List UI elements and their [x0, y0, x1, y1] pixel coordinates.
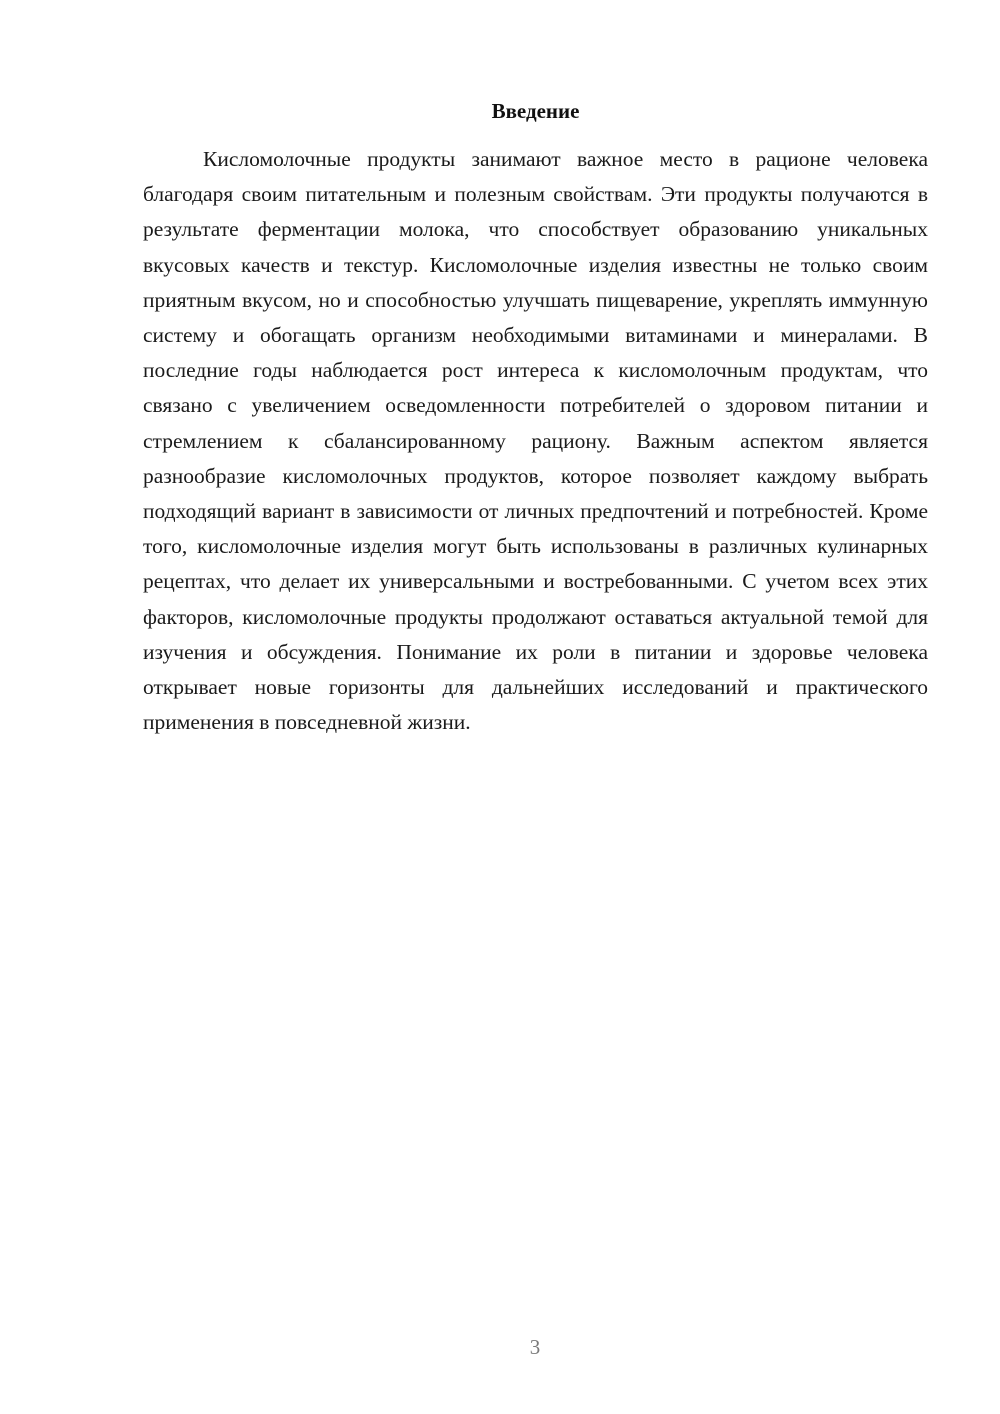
body-paragraph: Кисломолочные продукты занимают важное место в рационе человека благодаря своим питательным и полезным свойствам. Эти продукты получаются в результате ферментации молока, что способствует образованию уникальных вкусовых качеств и текстур. Кисломолочные изделия известны не только своим приятным вкусом, но и способностью улучшать пищеварение, укреплять иммунную систему и обогащать организм необходимыми витаминами и минералами. В последние годы наблюдается рост интереса к кисломолочным продуктам, что связано с увеличением осведомленности потребителей о здоровом питании и стремлением к сбалансированному рациону. Важным аспектом является разнообразие кисломолочных продуктов, которое позволяет каждому выбрать подходящий вариант в зависимости от личных предпочтений и потребностей. Кроме того, кисломолочные изделия могут быть использованы в различных кулинарных рецептах, что делает их универсальными и востребованными. С учетом всех этих факторов, кисломолочные продукты продолжают оставаться актуальной темой для изучения и обсуждения. Понимание их роли в питании и здоровье человека открывает новые горизонты для дальнейших исследований и практического применения в повседневной жизни. [143, 147, 928, 735]
page-title: Введение [491, 99, 580, 123]
page-number: 3 [529, 1335, 541, 1359]
